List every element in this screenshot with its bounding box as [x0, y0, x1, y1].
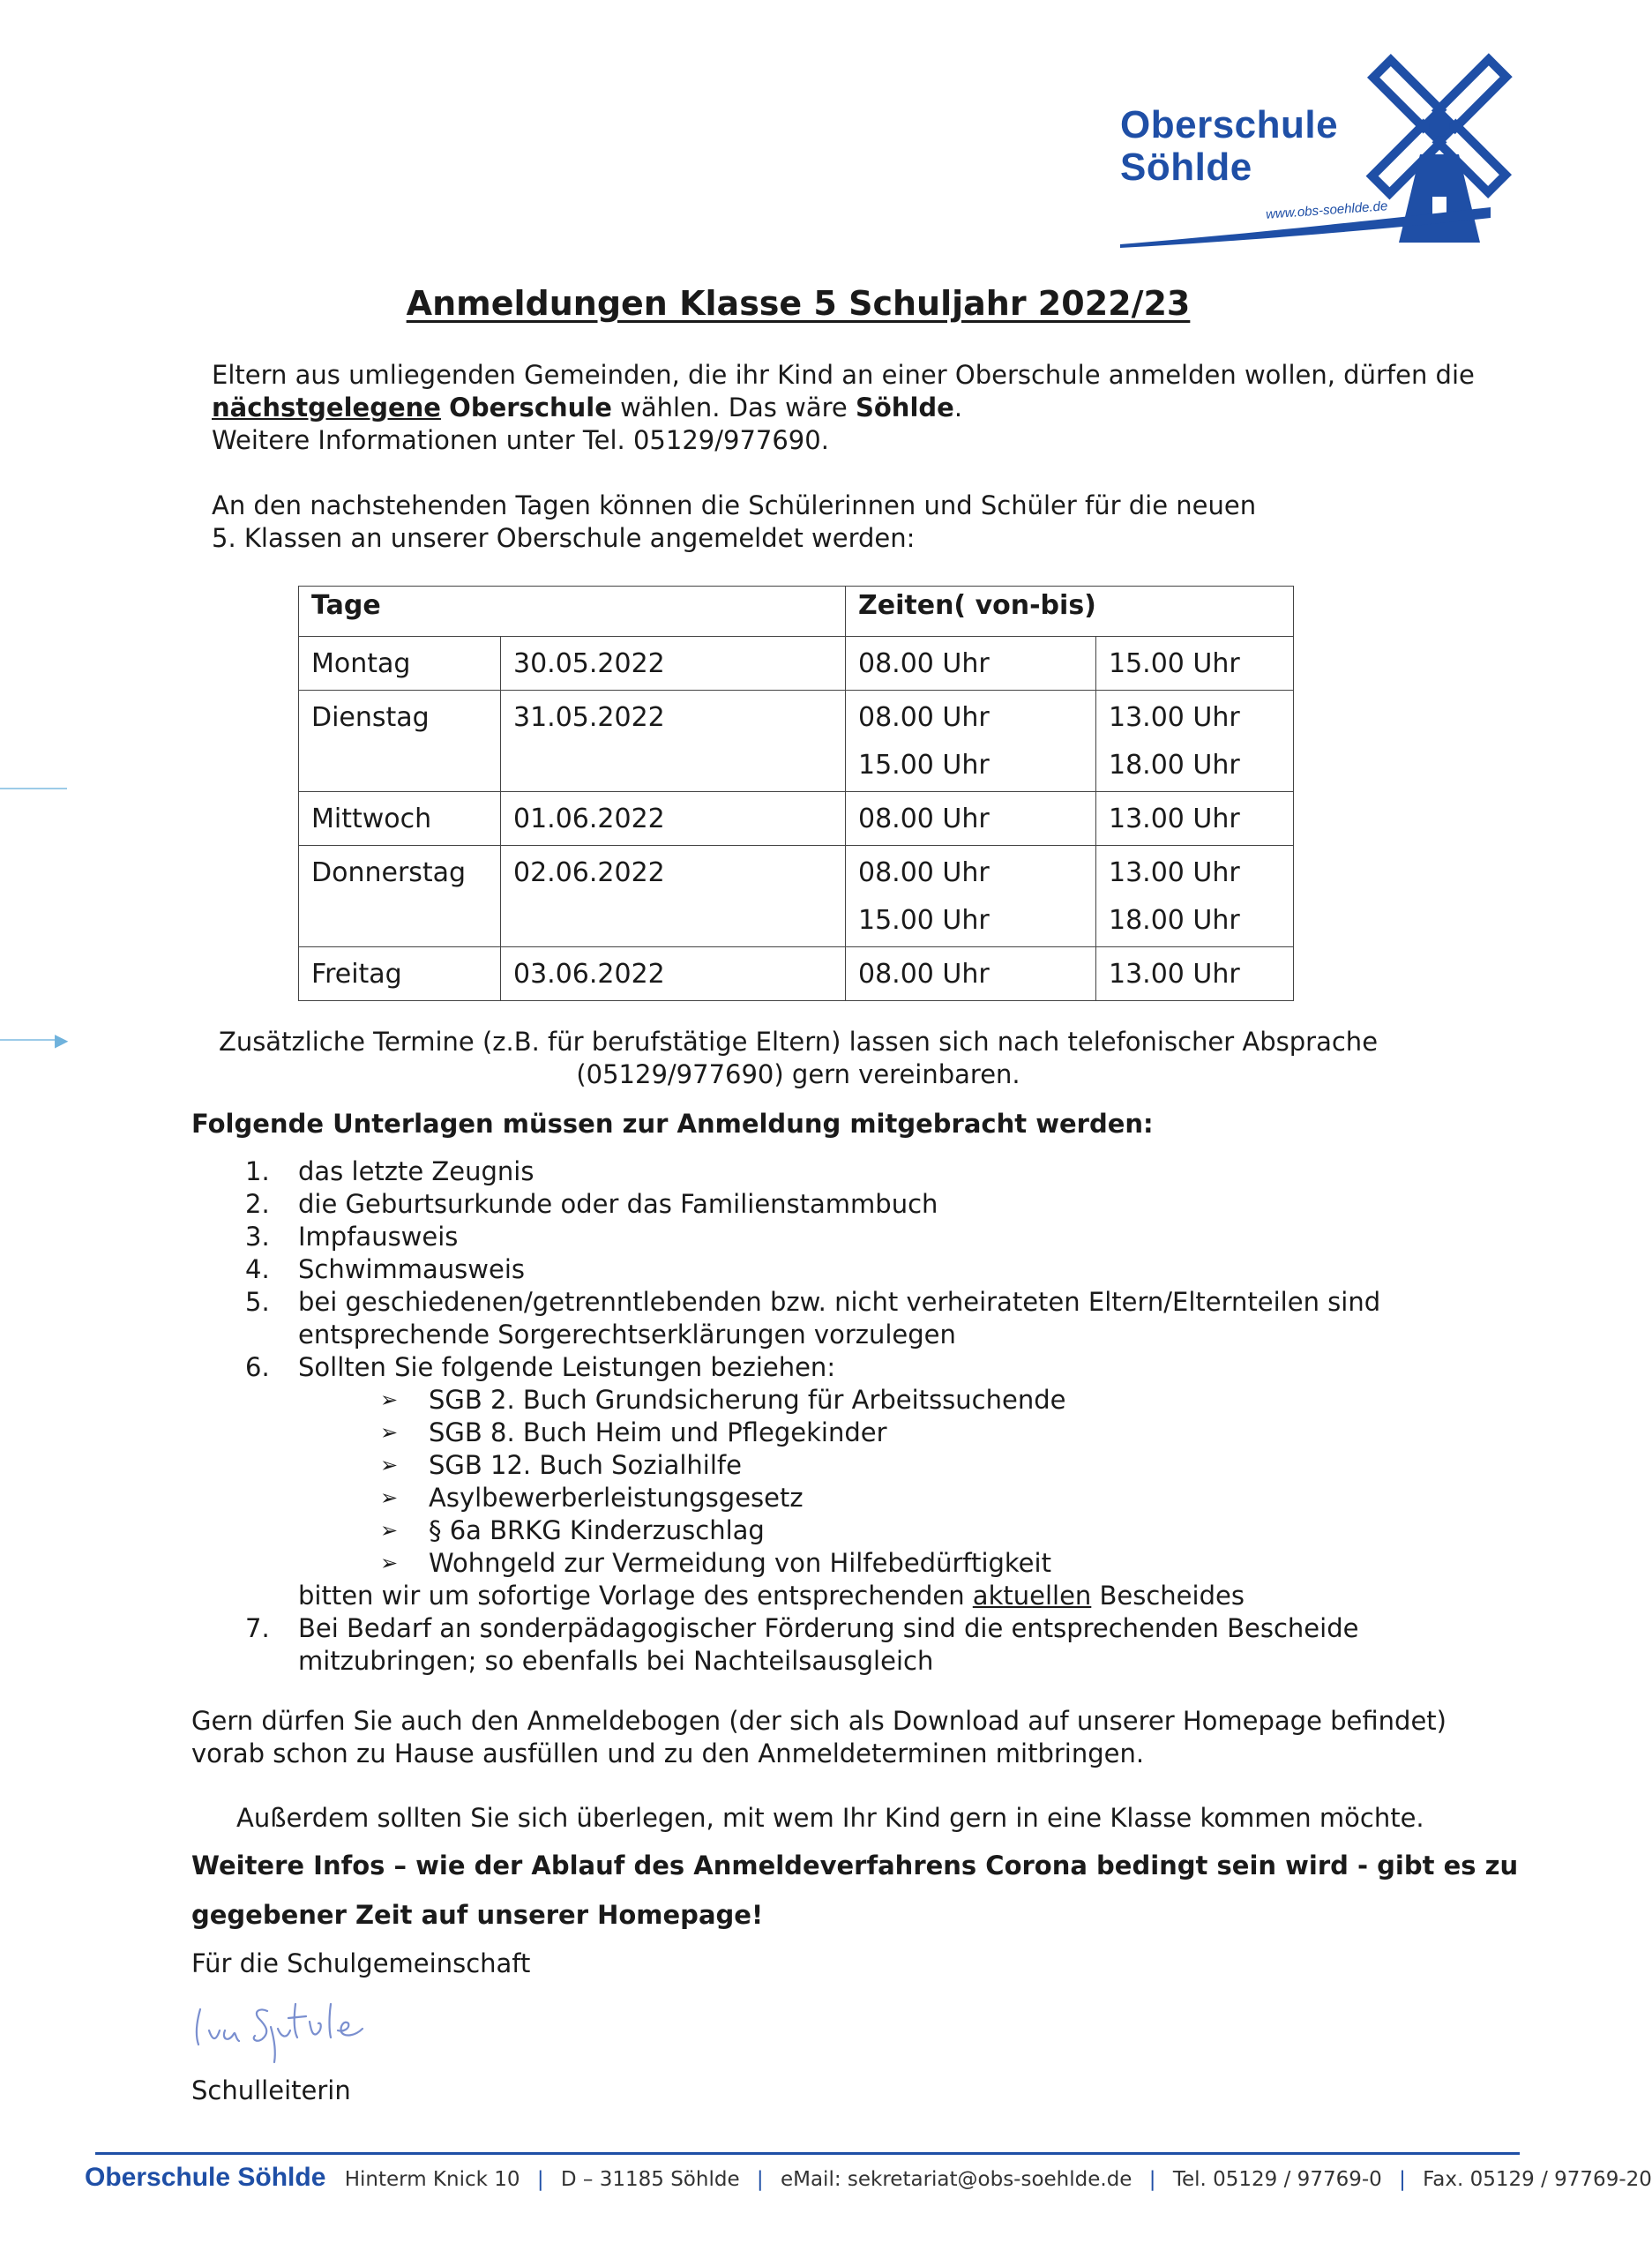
- arrow-bullet-icon: ➢: [380, 1551, 399, 1575]
- cell-from-value: 15.00 Uhr: [858, 905, 990, 936]
- intro-line: [212, 392, 1475, 424]
- cell-from-value: 08.00 Uhr: [858, 804, 990, 834]
- cell-date-value: 31.05.2022: [513, 702, 665, 733]
- benefits-list: [380, 1384, 1380, 1580]
- emphasis-bold: Oberschule: [449, 393, 612, 422]
- list-number: 7.: [245, 1613, 270, 1643]
- list-item: [245, 1188, 1380, 1221]
- list-number: 2.: [245, 1189, 270, 1219]
- cell-to-value: 18.00 Uhr: [1109, 750, 1240, 781]
- list-item: [245, 1155, 1380, 1188]
- list-number: 6.: [245, 1352, 270, 1382]
- closing-line: Außerdem sollten Sie sich überlegen, mit wem Ihr Kind gern in eine Klasse kommen möchte.: [236, 1803, 1424, 1833]
- list-item-continuation: mitzubringen; so ebenfalls bei Nachteilsausgleich: [298, 1646, 934, 1676]
- table-row: [299, 637, 1294, 691]
- footer-separator: |: [756, 2168, 764, 2191]
- intro-text: wählen. Das wäre: [620, 393, 848, 422]
- cell-date-value: 01.06.2022: [513, 804, 665, 834]
- cell-date: [501, 792, 846, 846]
- header-days: Tage: [299, 587, 846, 637]
- benefit-item: [380, 1482, 1380, 1514]
- school-logo: [1120, 49, 1535, 251]
- cell-to: [1096, 691, 1294, 792]
- cell-from-value: 08.00 Uhr: [858, 857, 990, 888]
- cell-to-value: 15.00 Uhr: [1109, 648, 1240, 679]
- emphasis-underline: nächstgelegene: [212, 393, 441, 422]
- intro-line: Eltern aus umliegenden Gemeinden, die ihr Kind an einer Oberschule anmelden wollen, dürfen die: [212, 360, 1475, 390]
- list-item: [245, 1612, 1380, 1645]
- cell-day: [299, 846, 501, 947]
- extra-line: (05129/977690) gern vereinbaren.: [576, 1059, 1020, 1089]
- arrow-bullet-icon: ➢: [380, 1420, 399, 1445]
- cell-day-value: Montag: [311, 648, 411, 679]
- cell-to-value: 18.00 Uhr: [1109, 905, 1240, 936]
- cell-from-value: 08.00 Uhr: [858, 648, 990, 679]
- cell-day: [299, 792, 501, 846]
- arrow-bullet-icon: ➢: [380, 1387, 399, 1412]
- emphasis-bold: Söhlde: [855, 393, 954, 422]
- cell-date: [501, 846, 846, 947]
- list-item-text: Impfausweis: [298, 1222, 459, 1252]
- cell-date: [501, 691, 846, 792]
- cell-from: [846, 846, 1096, 947]
- footer-separator: |: [1399, 2168, 1406, 2191]
- cell-to: [1096, 947, 1294, 1001]
- extra-appointments: [0, 1026, 1596, 1091]
- greeting: Für die Schulgemeinschaft: [191, 1948, 531, 1978]
- schedule-table: [298, 586, 1294, 1001]
- footer-email: eMail: sekretariat@obs-soehlde.de: [780, 2168, 1132, 2191]
- footer-separator: |: [1148, 2168, 1156, 2191]
- margin-arrow-icon: ▶: [55, 1029, 69, 1050]
- footer-divider: [95, 2152, 1520, 2155]
- footer-school-name: Oberschule Söhlde: [85, 2163, 326, 2192]
- documents-heading: Folgende Unterlagen müssen zur Anmeldung mitgebracht werden:: [191, 1109, 1154, 1139]
- benefit-item: [380, 1417, 1380, 1449]
- benefit-text: Wohngeld zur Vermeidung von Hilfebedürftigkeit: [429, 1548, 1051, 1578]
- logo-url: www.obs-soehlde.de: [1265, 198, 1388, 222]
- benefit-item: [380, 1547, 1380, 1580]
- cell-day: [299, 691, 501, 792]
- margin-mark: [0, 788, 67, 789]
- role: Schulleiterin: [191, 2075, 351, 2105]
- cell-from: [846, 792, 1096, 846]
- arrow-bullet-icon: ➢: [380, 1485, 399, 1510]
- intro-line: Weitere Informationen unter Tel. 05129/977690.: [212, 425, 829, 455]
- schedule-body: [299, 637, 1294, 1001]
- arrow-bullet-icon: ➢: [380, 1518, 399, 1543]
- cell-date-value: 03.06.2022: [513, 959, 665, 990]
- table-header-row: [299, 587, 1294, 637]
- benefit-item: [380, 1449, 1380, 1482]
- list-item-text: das letzte Zeugnis: [298, 1156, 534, 1186]
- followup-text: bitten wir um sofortige Vorlage des entsprechenden: [298, 1581, 965, 1611]
- list-item-text: Schwimmausweis: [298, 1254, 525, 1284]
- cell-date-value: 02.06.2022: [513, 857, 665, 888]
- cell-date: [501, 947, 846, 1001]
- cell-day: [299, 637, 501, 691]
- footer-phone: Tel. 05129 / 97769-0: [1172, 2168, 1382, 2191]
- list-item-continuation: entsprechende Sorgerechtserklärungen vorzulegen: [298, 1320, 956, 1350]
- signature: [190, 1995, 384, 2066]
- cell-to: [1096, 846, 1294, 947]
- logo-text-line2: Söhlde: [1120, 146, 1252, 189]
- followup-underlined: aktuellen: [972, 1581, 1092, 1611]
- list-item: [245, 1221, 1380, 1253]
- benefit-text: SGB 2. Buch Grundsicherung für Arbeitssuchende: [429, 1385, 1066, 1415]
- cell-day-value: Mittwoch: [311, 804, 432, 834]
- cell-to: [1096, 792, 1294, 846]
- footer-separator: |: [536, 2168, 544, 2191]
- cell-day: [299, 947, 501, 1001]
- benefit-item: [380, 1384, 1380, 1417]
- cell-to-value: 13.00 Uhr: [1109, 804, 1240, 834]
- benefit-text: Asylbewerberleistungsgesetz: [429, 1483, 804, 1513]
- table-row: [299, 947, 1294, 1001]
- cell-day-value: Dienstag: [311, 702, 430, 733]
- cell-from: [846, 637, 1096, 691]
- benefit-item: [380, 1514, 1380, 1547]
- benefits-followup: [298, 1580, 1380, 1612]
- cell-to: [1096, 637, 1294, 691]
- header-times: Zeiten( von-bis): [846, 587, 1294, 637]
- intro-paragraph-1: [212, 359, 1475, 457]
- list-item: [245, 1351, 1380, 1384]
- list-item-text: Sollten Sie folgende Leistungen beziehen:: [298, 1352, 836, 1382]
- extra-line: Zusätzliche Termine (z.B. für berufstätige Eltern) lassen sich nach telefonischer Absprache: [218, 1027, 1379, 1057]
- intro-line: An den nachstehenden Tagen können die Schülerinnen und Schüler für die neuen: [212, 490, 1257, 520]
- logo-text-line1: Oberschule: [1120, 103, 1339, 146]
- list-number: 4.: [245, 1254, 270, 1284]
- cell-from-value: 15.00 Uhr: [858, 750, 990, 781]
- benefit-text: SGB 12. Buch Sozialhilfe: [429, 1450, 742, 1480]
- cell-day-value: Donnerstag: [311, 857, 467, 888]
- list-item: [245, 1253, 1380, 1286]
- footer-address: Hinterm Knick 10: [344, 2168, 520, 2191]
- benefit-text: § 6a BRKG Kinderzuschlag: [429, 1515, 765, 1545]
- arrow-bullet-icon: ➢: [380, 1453, 399, 1477]
- closing-line: Gern dürfen Sie auch den Anmeldebogen (der sich als Download auf unserer Homepage befindet): [191, 1706, 1446, 1736]
- intro-paragraph-2: [212, 490, 1256, 555]
- followup-text: Bescheides: [1099, 1581, 1245, 1611]
- footer-city: D – 31185 Söhlde: [560, 2168, 740, 2191]
- table-row: [299, 691, 1294, 792]
- closing-paragraph: [191, 1705, 1446, 1770]
- cell-to-value: 13.00 Uhr: [1109, 959, 1240, 990]
- footer: [85, 2163, 1652, 2193]
- cell-day-value: Freitag: [311, 959, 402, 990]
- page-title: Anmeldungen Klasse 5 Schuljahr 2022/23: [406, 284, 1191, 323]
- period: .: [953, 393, 963, 422]
- list-number: 3.: [245, 1222, 270, 1252]
- intro-line: 5. Klassen an unserer Oberschule angemeldet werden:: [212, 523, 916, 553]
- closing-bold-line: gegebener Zeit auf unserer Homepage!: [191, 1900, 764, 1930]
- cell-date: [501, 637, 846, 691]
- list-item: [245, 1286, 1381, 1319]
- cell-from-value: 08.00 Uhr: [858, 702, 990, 733]
- list-item-text: bei geschiedenen/getrenntlebenden bzw. nicht verheirateten Eltern/Elternteilen sind: [298, 1287, 1381, 1317]
- cell-to-value: 13.00 Uhr: [1109, 857, 1240, 888]
- list-item-text: Bei Bedarf an sonderpädagogischer Förderung sind die entsprechenden Bescheide: [298, 1613, 1359, 1643]
- table-row: [299, 792, 1294, 846]
- list-number: 1.: [245, 1156, 270, 1186]
- list-item-text: die Geburtsurkunde oder das Familienstammbuch: [298, 1189, 938, 1219]
- closing-bold-line: Weitere Infos – wie der Ablauf des Anmeldeverfahrens Corona bedingt sein wird - gibt es zu: [191, 1851, 1519, 1880]
- cell-from-value: 08.00 Uhr: [858, 959, 990, 990]
- table-row: [299, 846, 1294, 947]
- cell-from: [846, 691, 1096, 792]
- list-number: 5.: [245, 1287, 270, 1317]
- cell-from: [846, 947, 1096, 1001]
- closing-line: vorab schon zu Hause ausfüllen und zu den Anmeldeterminen mitbringen.: [191, 1738, 1145, 1768]
- cell-to-value: 13.00 Uhr: [1109, 702, 1240, 733]
- cell-date-value: 30.05.2022: [513, 648, 665, 679]
- footer-fax: Fax. 05129 / 97769-20: [1423, 2168, 1652, 2191]
- documents-list: [245, 1155, 1381, 1678]
- benefit-text: SGB 8. Buch Heim und Pflegekinder: [429, 1417, 887, 1447]
